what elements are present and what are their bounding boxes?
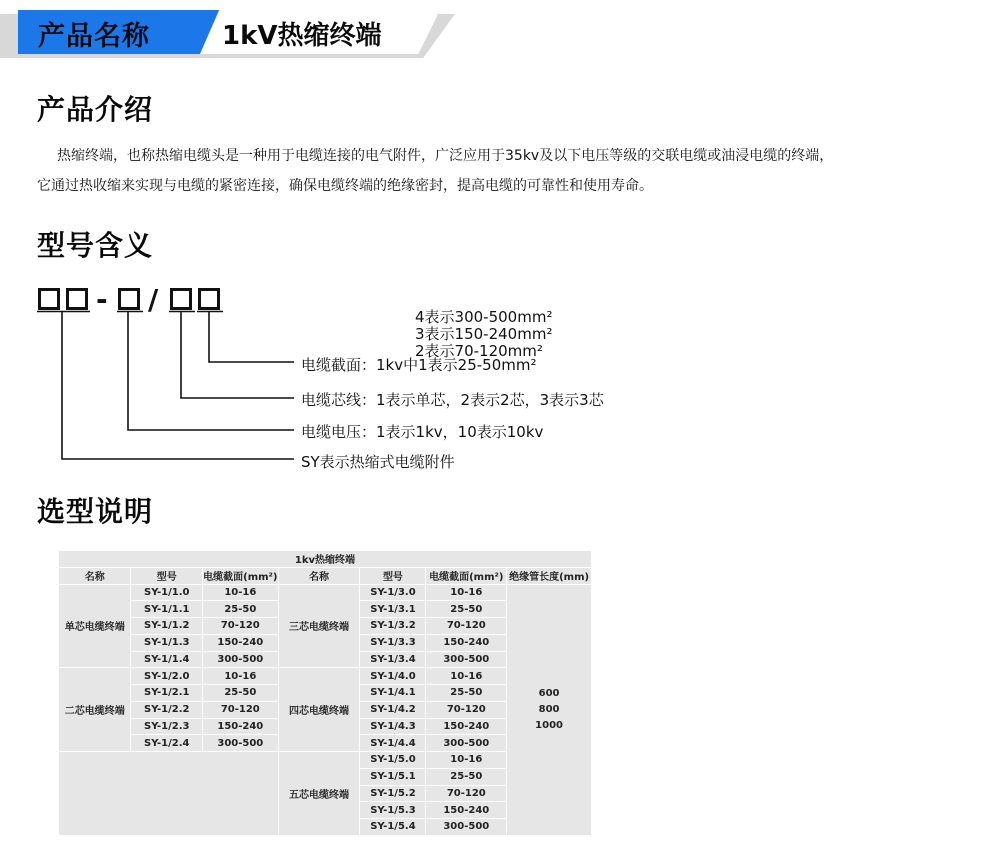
section-cell: 25-50 [203, 601, 277, 617]
section-cell: 10-16 [426, 585, 506, 601]
section-cell: 70-120 [426, 702, 506, 718]
leader-cores [181, 312, 294, 398]
model-cell: SY-1/1.0 [131, 585, 202, 601]
group-name-cell: 二芯电缆终端 [59, 668, 130, 751]
section-cell: 150-240 [426, 719, 506, 735]
model-cell: SY-1/5.2 [360, 786, 425, 802]
diagram-lines [0, 270, 700, 480]
section-cell: 150-240 [426, 635, 506, 651]
table-header-cell: 名称 [59, 568, 130, 584]
model-cell: SY-1/2.0 [131, 668, 202, 684]
banner-label: 产品名称 [38, 21, 150, 52]
section-note-3: 3表示150-240mm² [415, 325, 553, 343]
table-header-cell: 电缆截面(mm²) [203, 568, 277, 584]
section-cell: 25-50 [426, 769, 506, 785]
model-cell: SY-1/4.4 [360, 735, 425, 751]
table-header-row [59, 568, 591, 584]
length-value: 800 [538, 703, 560, 715]
sy-line: SY表示热缩式电缆附件 [301, 453, 455, 471]
section-cell: 25-50 [426, 685, 506, 701]
insulation-length-cell [507, 585, 591, 835]
table-header-cell: 型号 [131, 568, 202, 584]
model-cell: SY-1/4.3 [360, 719, 425, 735]
section-note-2: 2表示70-120mm² [415, 342, 543, 360]
product-name: 1kV热缩终端 [222, 21, 382, 51]
group-name-cell: 单芯电缆终端 [59, 585, 130, 668]
section-cell: 25-50 [203, 685, 277, 701]
model-diagram [0, 270, 700, 480]
code-dash: - [96, 283, 108, 316]
table-row [59, 585, 591, 601]
table-header-cell: 名称 [279, 568, 360, 584]
section-cell: 70-120 [426, 786, 506, 802]
model-cell: SY-1/1.4 [131, 652, 202, 668]
leader-voltage [128, 312, 294, 430]
section-cell: 70-120 [203, 618, 277, 634]
section-cell: 10-16 [426, 752, 506, 768]
selection-title: 选型说明 [37, 495, 154, 528]
spec-table [58, 550, 592, 836]
section-cell: 300-500 [203, 735, 277, 751]
section-cell: 10-16 [203, 668, 277, 684]
section-line: 电缆截面：1kv中1表示25-50mm² [301, 356, 537, 374]
group-name-cell: 五芯电缆终端 [279, 752, 360, 835]
model-cell: SY-1/3.1 [360, 601, 425, 617]
section-cell: 300-500 [426, 735, 506, 751]
model-cell: SY-1/5.1 [360, 769, 425, 785]
cores-line: 电缆芯线：1表示单芯，2表示2芯，3表示3芯 [301, 391, 604, 409]
model-cell: SY-1/2.1 [131, 685, 202, 701]
section-cell: 10-16 [203, 585, 277, 601]
section-cell: 150-240 [426, 802, 506, 818]
model-cell: SY-1/4.1 [360, 685, 425, 701]
section-cell: 150-240 [203, 719, 277, 735]
leader-sy [62, 312, 294, 459]
leader-section [209, 312, 294, 362]
model-cell: SY-1/3.4 [360, 652, 425, 668]
model-cell: SY-1/1.1 [131, 601, 202, 617]
intro-line-2: 它通过热收缩来实现与电缆的紧密连接，确保电缆终端的绝缘密封，提高电缆的可靠性和使用寿命。 [37, 178, 653, 194]
empty-cell [59, 752, 278, 835]
section-cell: 150-240 [203, 635, 277, 651]
model-title: 型号含义 [37, 229, 154, 262]
title-banner [0, 10, 460, 58]
intro-title: 产品介绍 [37, 93, 154, 126]
model-cell: SY-1/3.3 [360, 635, 425, 651]
model-cell: SY-1/1.3 [131, 635, 202, 651]
table-header-cell: 电缆截面(mm²) [426, 568, 506, 584]
model-cell: SY-1/3.2 [360, 618, 425, 634]
model-cell: SY-1/2.4 [131, 735, 202, 751]
model-cell: SY-1/2.3 [131, 719, 202, 735]
section-cell: 70-120 [203, 702, 277, 718]
intro-line-1: 热缩终端，也称热缩电缆头是一种用于电缆连接的电气附件，广泛应用于35kv及以下电压等级的交联电缆或油浸电缆的终端， [57, 148, 834, 164]
model-cell: SY-1/4.2 [360, 702, 425, 718]
section-cell: 300-500 [203, 652, 277, 668]
section-cell: 25-50 [426, 601, 506, 617]
section-note-4: 4表示300-500mm² [415, 308, 553, 326]
section-cell: 300-500 [426, 819, 506, 835]
table-header-cell: 型号 [360, 568, 425, 584]
group-name-cell: 三芯电缆终端 [279, 585, 360, 668]
section-cell: 70-120 [426, 618, 506, 634]
model-cell: SY-1/5.3 [360, 802, 425, 818]
model-cell: SY-1/3.0 [360, 585, 425, 601]
section-cell: 300-500 [426, 652, 506, 668]
model-cell: SY-1/1.2 [131, 618, 202, 634]
code-slash: / [148, 283, 159, 316]
model-cell: SY-1/5.4 [360, 819, 425, 835]
model-cell: SY-1/5.0 [360, 752, 425, 768]
length-value: 600 [538, 687, 560, 699]
selection-table [58, 550, 592, 836]
group-name-cell: 四芯电缆终端 [279, 668, 360, 751]
voltage-line: 电缆电压：1表示1kv，10表示10kv [301, 423, 544, 441]
model-cell: SY-1/4.0 [360, 668, 425, 684]
table-caption: 1kv热缩终端 [59, 551, 591, 567]
table-header-cell: 绝缘管长度(mm) [507, 568, 591, 584]
length-value: 1000 [535, 719, 563, 731]
model-cell: SY-1/2.2 [131, 702, 202, 718]
section-cell: 10-16 [426, 668, 506, 684]
